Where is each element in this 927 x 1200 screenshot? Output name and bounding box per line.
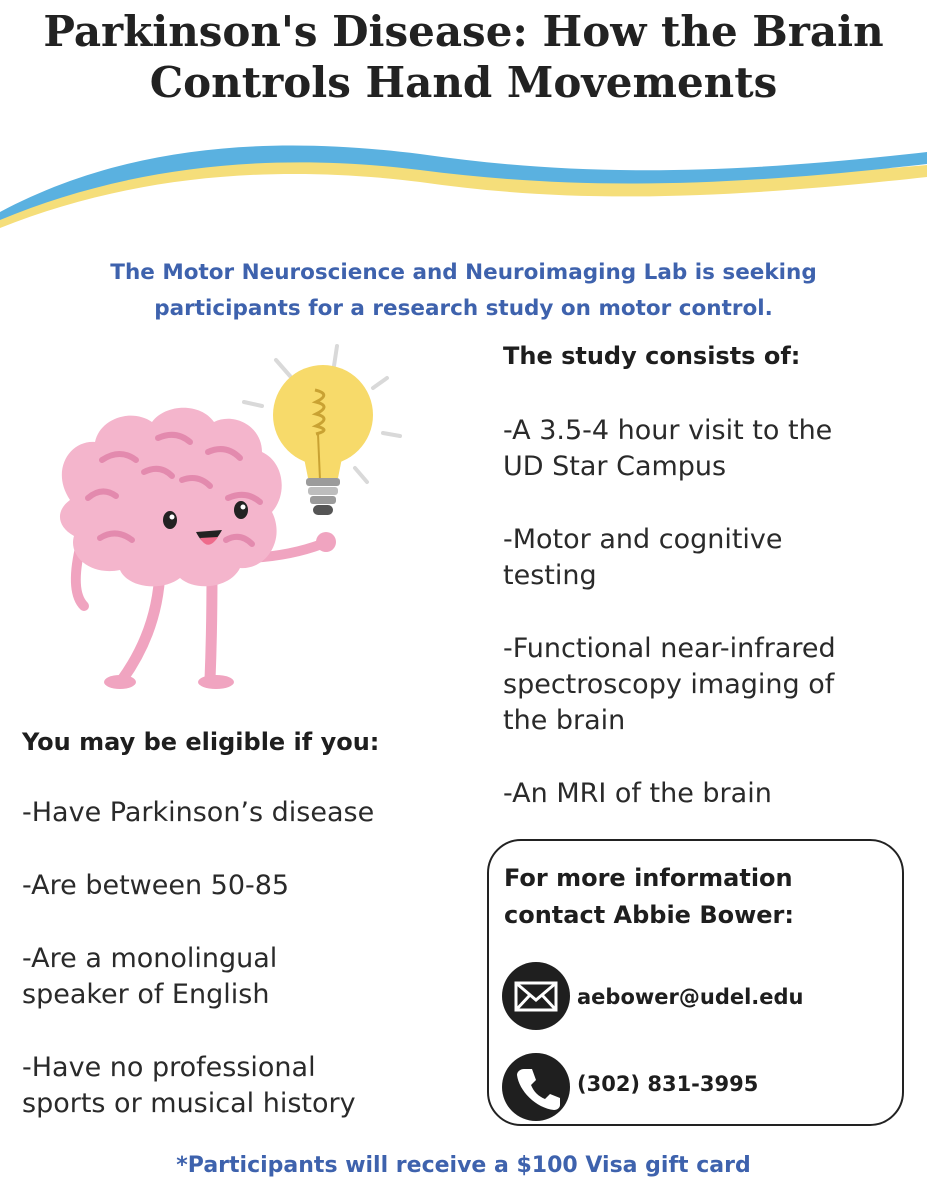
- list-item-line: UD Star Campus: [503, 451, 727, 482]
- list-item-line: -A 3.5-4 hour visit to the: [503, 415, 833, 446]
- study-item-fnirs: [503, 631, 836, 739]
- title-line-1: Parkinson's Disease: How the Brain: [43, 7, 884, 56]
- list-item-line: -Are between 50-85: [22, 870, 290, 901]
- list-item-line: testing: [503, 560, 597, 591]
- contact-heading-line-1: For more information: [504, 864, 793, 892]
- eligibility-item-history: [22, 1050, 356, 1122]
- list-item-line: speaker of English: [22, 979, 270, 1010]
- contact-email[interactable]: aebower@udel.edu: [577, 985, 804, 1009]
- decorative-wave: [0, 140, 927, 230]
- envelope-icon: [502, 962, 570, 1030]
- study-item-mri: [503, 776, 772, 812]
- list-item-line: -An MRI of the brain: [503, 778, 772, 809]
- study-heading: The study consists of:: [503, 342, 801, 370]
- intro-line-1: The Motor Neuroscience and Neuroimaging Lab is seeking: [110, 260, 817, 285]
- list-item-line: sports or musical history: [22, 1088, 356, 1119]
- list-item-line: the brain: [503, 705, 626, 736]
- intro-text: [30, 255, 897, 327]
- eligibility-item-language: [22, 941, 277, 1013]
- title-line-2: Controls Hand Movements: [149, 58, 778, 107]
- eligibility-item-age: [22, 868, 289, 904]
- list-item-line: -Are a monolingual: [22, 943, 278, 974]
- list-item-line: -Have Parkinson’s disease: [22, 797, 375, 828]
- list-item-line: spectroscopy imaging of: [503, 669, 835, 700]
- study-item-visit: [503, 413, 832, 485]
- study-item-testing: [503, 522, 783, 594]
- contact-heading-line-2: contact Abbie Bower:: [504, 901, 794, 929]
- eligibility-item-parkinsons: [22, 795, 374, 831]
- phone-icon: [502, 1053, 570, 1121]
- list-item-line: -Motor and cognitive: [503, 524, 783, 555]
- eligibility-heading: You may be eligible if you:: [22, 728, 380, 756]
- contact-phone[interactable]: (302) 831-3995: [577, 1072, 759, 1096]
- intro-line-2: participants for a research study on motor control.: [154, 296, 773, 321]
- gift-card-note: *Participants will receive a $100 Visa gift card: [176, 1153, 751, 1178]
- list-item-line: -Functional near-infrared: [503, 633, 836, 664]
- brain-with-lightbulb-illustration: [40, 330, 420, 700]
- contact-heading: [504, 860, 794, 934]
- page-title: [0, 6, 927, 108]
- list-item-line: -Have no professional: [22, 1052, 316, 1083]
